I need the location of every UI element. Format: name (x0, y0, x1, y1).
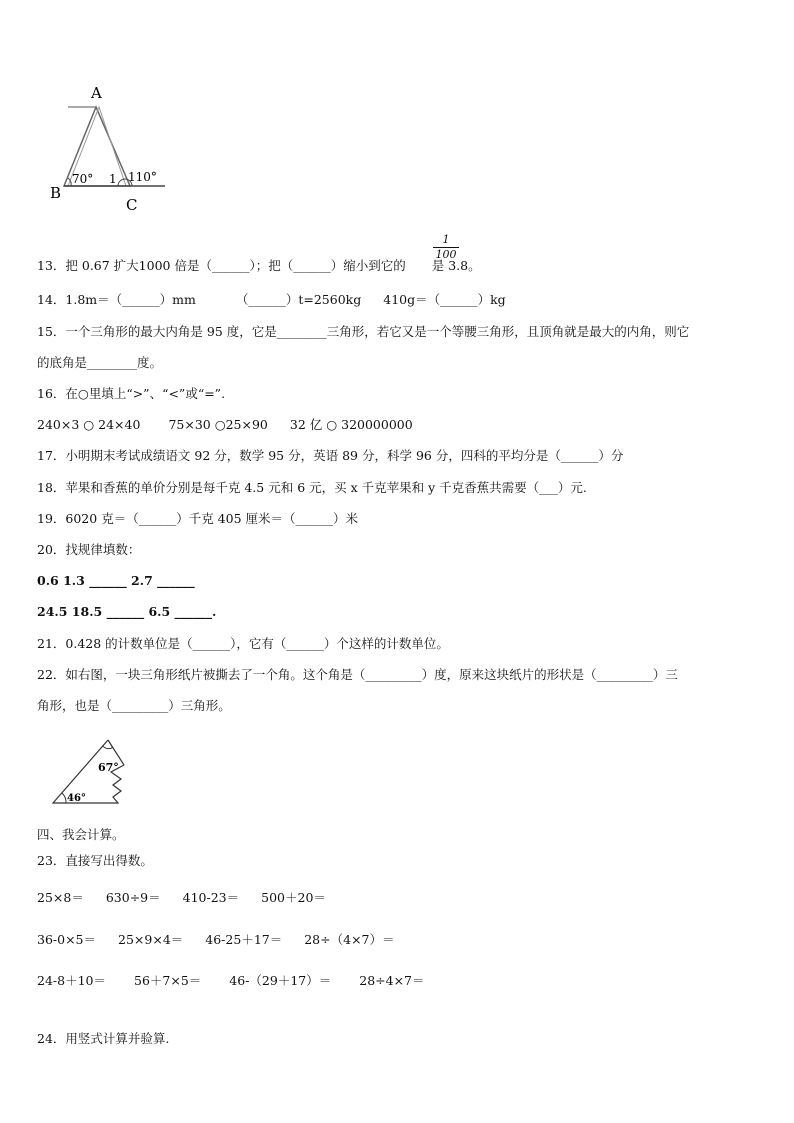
triangle-abc-figure (40, 78, 180, 218)
calc-row-2 (37, 932, 395, 948)
vertex-b-label: B (50, 184, 62, 202)
question-19: 19．6020 克＝（______）千克 405 厘米＝（______）米 (37, 511, 358, 526)
question-18: 18．苹果和香蕉的单价分别是每千克 4.5 元和 6 元，买 x 千克苹果和 y 千克香蕉共需要（___）元. (37, 480, 587, 495)
question-20-title: 20．找规律填数： (37, 542, 141, 557)
section-4-title: 四、我会计算。 (37, 827, 125, 842)
vertex-a-label: A (91, 84, 102, 102)
fraction-numerator: 1 (433, 233, 459, 248)
question-24-title: 24．用竖式计算并验算. (37, 1031, 170, 1046)
angle-67-label: 67° (98, 761, 119, 774)
calc-item: 28÷（4×7）＝ (304, 932, 395, 947)
question-22-line-2: 角形，也是（_________）三角形。 (37, 698, 231, 713)
calc-item: 630÷9＝ (105, 890, 161, 905)
question-15-line-2: 的底角是________度。 (37, 355, 163, 370)
question-13 (37, 258, 481, 274)
question-14-part-2: （______）t=2560kg (235, 292, 362, 307)
angle-ext-label: 110° (128, 170, 157, 184)
calc-item: 28÷4×7＝ (359, 973, 425, 988)
calc-item: 500＋20＝ (261, 890, 326, 905)
calc-item: 36-0×5＝ (37, 932, 97, 947)
calc-item: 24-8＋10＝ (37, 973, 106, 988)
calc-item: 46-25＋17＝ (205, 932, 283, 947)
comparison-2: 75×30 ○25×90 (168, 417, 268, 432)
comparison-3: 32 亿 ○ 320000000 (289, 417, 413, 432)
angle-1-label: 1 (109, 172, 117, 186)
calc-item: 25×8＝ (37, 890, 84, 905)
torn-triangle-figure (45, 735, 145, 810)
question-20-sequence-1: 0.6 1.3 ______ 2.7 ______ (37, 573, 195, 588)
calc-item: 410-23＝ (182, 890, 240, 905)
question-21: 21．0.428 的计数单位是（______），它有（______）个这样的计数单位。 (37, 636, 449, 651)
question-16-title: 16．在○里填上“>”、“<”或“=”. (37, 386, 226, 401)
question-14-part-3: 410g＝（______）kg (383, 292, 506, 307)
question-13-text-a: 13．把 0.67 扩大1000 倍是（______）；把（______）缩小到它的 (37, 258, 406, 273)
angle-46-label: 46° (67, 793, 86, 804)
comparison-1: 240×3 ○ 24×40 (37, 417, 141, 432)
calc-item: 56＋7×5＝ (134, 973, 202, 988)
question-15-line-1: 15．一个三角形的最大内角是 95 度，它是________三角形，若它又是一个等腰三角形，且顶角就是最大的内角，则它 (37, 324, 690, 339)
angle-b-label: 70° (72, 172, 94, 186)
question-17: 17．小明期末考试成绩语文 92 分，数学 95 分，英语 89 分，科学 96 分，四科的平均分是（______）分 (37, 448, 624, 463)
question-14 (37, 292, 506, 308)
calc-item: 46-（29＋17）＝ (229, 973, 332, 988)
question-22-line-1: 22．如右图，一块三角形纸片被撕去了一个角。这个角是（_________）度，原来这块纸片的形状是（_________）三 (37, 667, 678, 682)
calc-item: 25×9×4＝ (118, 932, 184, 947)
calc-row-1 (37, 890, 326, 906)
calc-row-3 (37, 973, 425, 989)
question-16-problems (37, 417, 413, 433)
vertex-c-label: C (126, 196, 138, 214)
fraction-denominator: 100 (435, 248, 457, 261)
question-13-text-b: 是 3.8。 (431, 258, 481, 273)
question-14-part-1: 14．1.8m＝（______）mm (37, 292, 196, 307)
question-20-sequence-2: 24.5 18.5 ______ 6.5 ______. (37, 604, 217, 619)
question-23-title: 23．直接写出得数。 (37, 853, 153, 868)
